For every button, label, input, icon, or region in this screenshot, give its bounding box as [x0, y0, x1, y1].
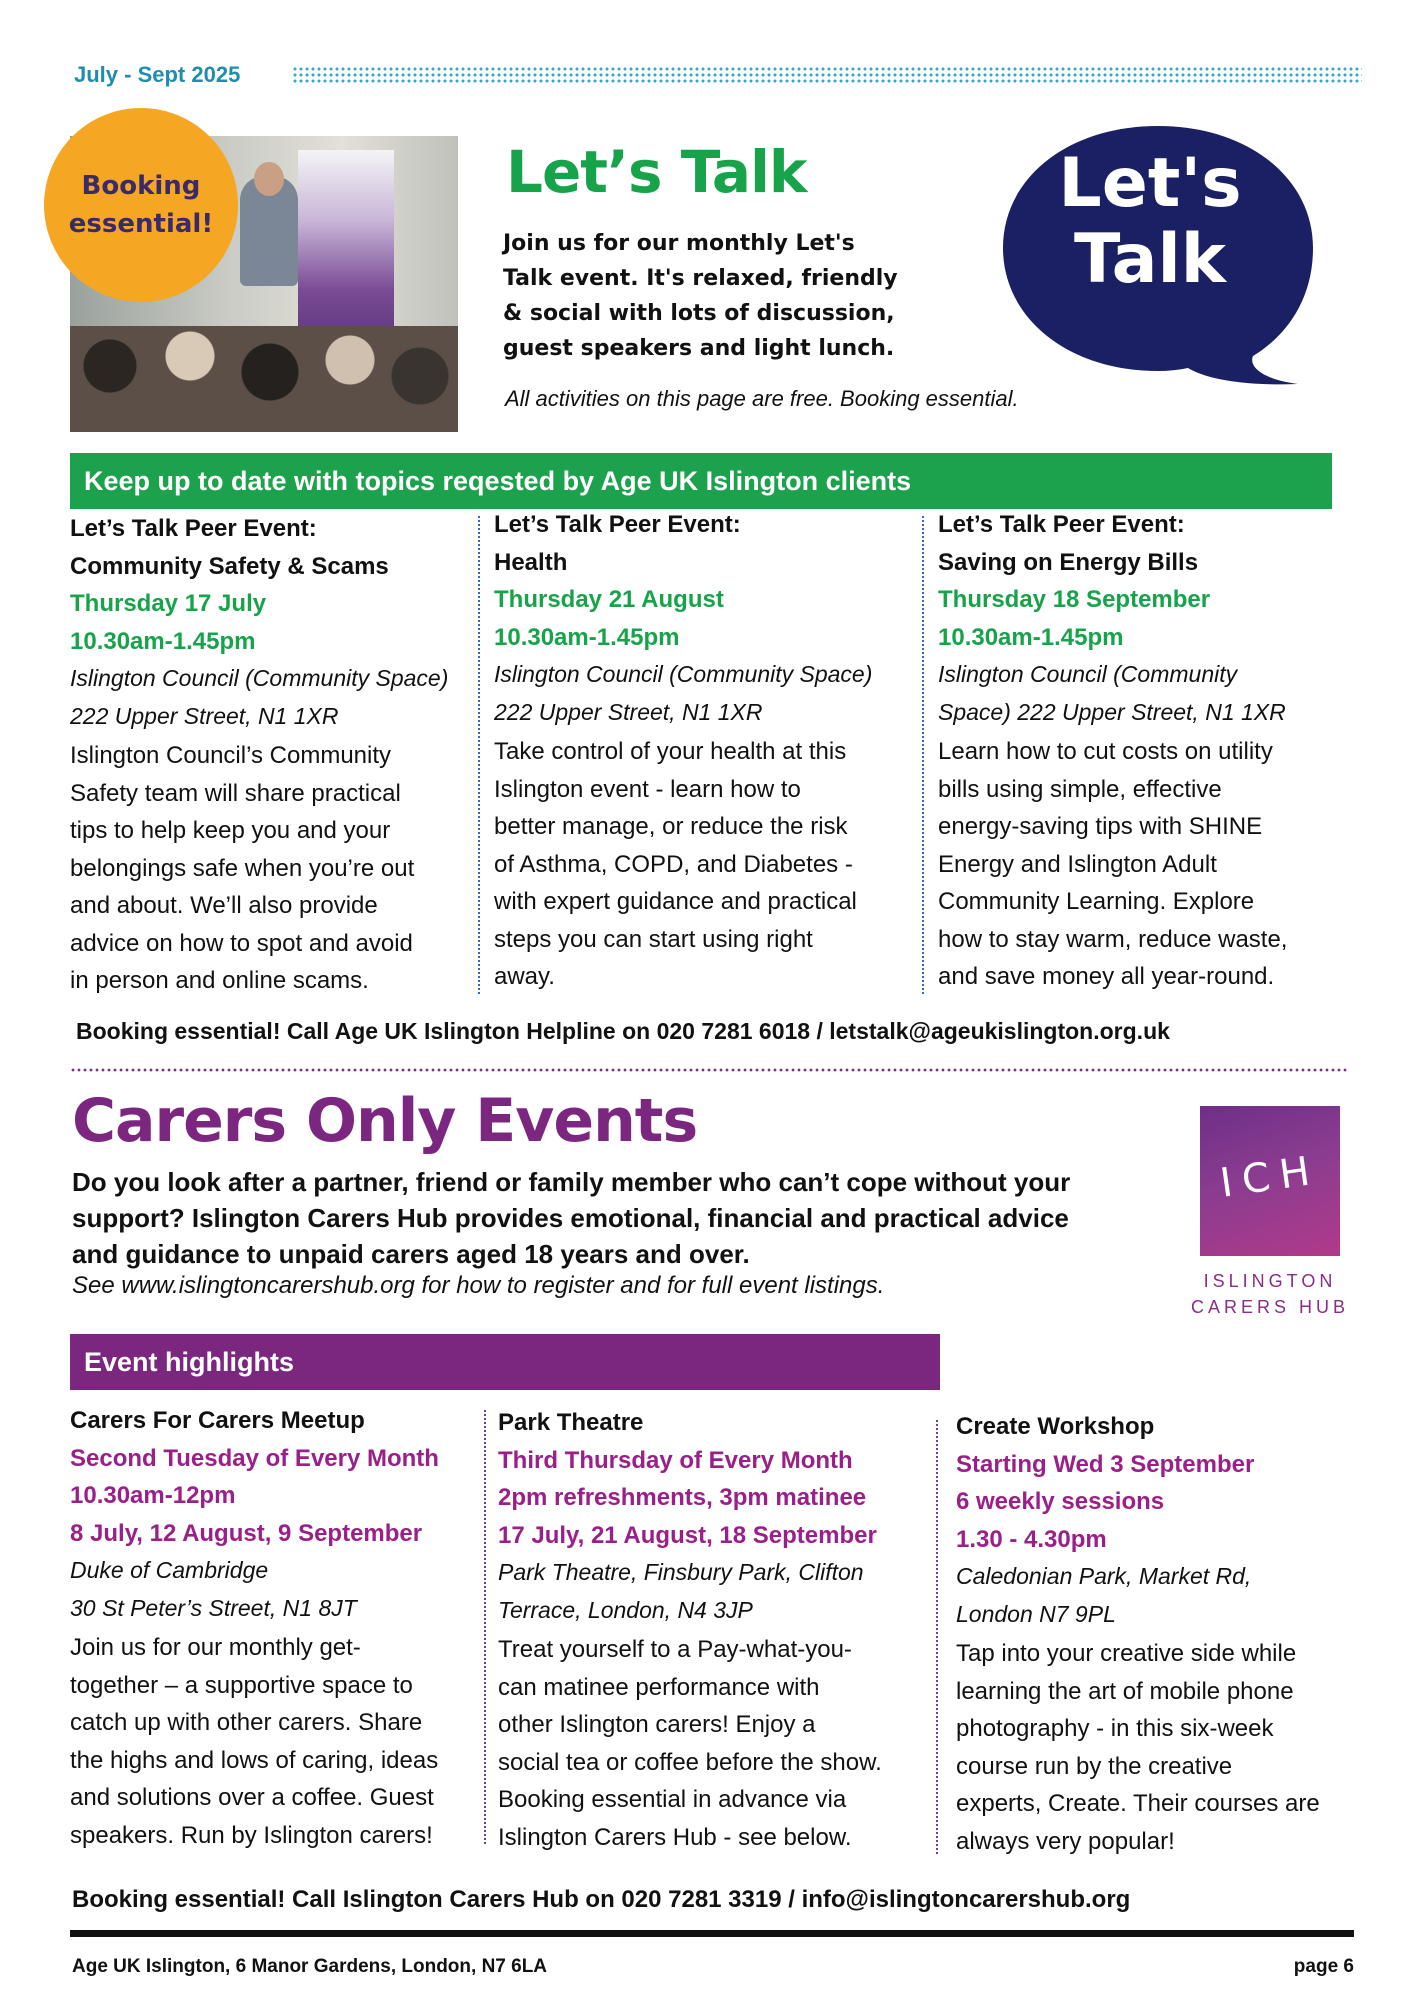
page-number: page 6 [1293, 1956, 1354, 1977]
description-line: of Asthma, COPD, and Diabetes - [494, 850, 853, 878]
description-line: how to stay warm, reduce waste, [938, 925, 1288, 953]
event-time: 2pm refreshments, 3pm matinee [498, 1484, 867, 1511]
lets-talk-event-community-safety [70, 510, 470, 1000]
event-dates: 8 July, 12 August, 9 September [70, 1519, 423, 1547]
description-line: Safety team will share practical [70, 779, 401, 807]
section-dotted-rule [70, 1068, 1348, 1072]
event-title: Create Workshop [956, 1413, 1155, 1440]
description-line: learning the art of mobile phone [956, 1677, 1294, 1705]
description-line: experts, Create. Their courses are [956, 1790, 1320, 1817]
logo-line-2: Talk [1073, 220, 1227, 299]
description-line: Islington Carers Hub - see below. [498, 1823, 852, 1851]
intro-line: and guidance to unpaid carers aged 18 years and over. [72, 1239, 750, 1269]
event-schedule: Starting Wed 3 September [956, 1450, 1255, 1478]
event-venue: Islington Council (Community Space) [70, 665, 449, 691]
event-time: 10.30am-1.45pm [938, 623, 1124, 651]
lets-talk-event-health [494, 506, 914, 996]
footer-rule [70, 1930, 1354, 1937]
description-line: advice on how to spot and avoid [70, 929, 413, 957]
description-line: Tap into your creative side while [956, 1640, 1297, 1667]
carer-event-carers-meetup [70, 1402, 480, 1854]
carer-event-park-theatre [498, 1404, 918, 1856]
event-address: Space) 222 Upper Street, N1 1XR [938, 698, 1286, 725]
description-line: better manage, or reduce the risk [494, 813, 848, 840]
footer-address: Age UK Islington, 6 Manor Gardens, London, N7 6LA [72, 1956, 548, 1977]
event-title: Let’s Talk Peer Event: [494, 511, 741, 538]
event-description [956, 1635, 1356, 1860]
description-line: tips to help keep you and your [70, 817, 391, 844]
column-divider [484, 1410, 486, 1844]
description-line: Islington Council’s Community [70, 742, 392, 769]
event-description [70, 1629, 480, 1854]
event-venue: Islington Council (Community Space) [494, 661, 873, 687]
booking-essential-badge [44, 108, 238, 302]
description-line: with expert guidance and practical [494, 888, 857, 915]
carers-intro [72, 1164, 1172, 1272]
intro-line: guest speakers and light lunch. [503, 336, 895, 361]
description-line: Community Learning. Explore [938, 888, 1255, 915]
description-line: catch up with other carers. Share [70, 1709, 423, 1736]
description-line: and save money all year-round. [938, 963, 1275, 990]
event-venue: Caledonian Park, Market Rd, [956, 1563, 1252, 1589]
column-divider [478, 516, 480, 994]
intro-line: Do you look after a partner, friend or family member who can’t cope without your [72, 1167, 1071, 1197]
event-time: 10.30am-12pm [70, 1482, 236, 1509]
description-line: Join us for our monthly get- [70, 1634, 361, 1661]
event-title: Park Theatre [498, 1409, 644, 1436]
islington-carers-hub-logo [1200, 1106, 1340, 1256]
description-line: Treat yourself to a Pay-what-you- [498, 1636, 852, 1663]
free-activities-note: All activities on this page are free. Booking essential. [505, 386, 1019, 411]
carers-website-note: See www.islingtoncarershub.org for how to register and for full event listings. [72, 1272, 885, 1299]
carers-hub-booking-line: Booking essential! Call Islington Carers Hub on 020 7281 3319 / info@islingtoncarershub.org [72, 1886, 1131, 1913]
intro-line: Join us for our monthly Let's [503, 231, 855, 256]
event-description [70, 737, 470, 1000]
event-date: Thursday 21 August [494, 586, 724, 613]
event-date: Thursday 18 September [938, 586, 1211, 613]
description-line: energy-saving tips with SHINE [938, 813, 1263, 840]
description-line: the highs and lows of caring, ideas [70, 1746, 439, 1774]
lets-talk-title: Let’s Talk [506, 138, 807, 206]
ich-caption-line-2: CARERS HUB [1190, 1297, 1350, 1317]
description-line: Booking essential in advance via [498, 1786, 847, 1813]
description-line: photography - in this six-week [956, 1715, 1274, 1742]
description-line: together – a supportive space to [70, 1671, 413, 1699]
event-address: London N7 9PL [956, 1600, 1116, 1627]
carers-only-events-title: Carers Only Events [72, 1086, 698, 1156]
description-line: always very popular! [956, 1827, 1175, 1855]
description-line: and about. We’ll also provide [70, 892, 378, 919]
description-line: and solutions over a coffee. Guest [70, 1784, 434, 1811]
event-description [494, 733, 914, 996]
intro-line: & social with lots of discussion, [503, 301, 895, 326]
description-line: course run by the creative [956, 1752, 1233, 1780]
event-schedule: Third Thursday of Every Month [498, 1446, 853, 1474]
header-dotted-rule [292, 66, 1362, 84]
event-address: 222 Upper Street, N1 1XR [494, 698, 763, 725]
intro-line: support? Islington Carers Hub provides emotional, financial and practical advice [72, 1203, 1069, 1233]
event-subtitle: Community Safety & Scams [70, 552, 389, 580]
description-line: Take control of your health at this [494, 738, 847, 765]
event-highlights-bar: Event highlights [70, 1334, 940, 1390]
description-line: belongings safe when you’re out [70, 854, 415, 882]
event-dates: 17 July, 21 August, 18 September [498, 1521, 877, 1549]
event-time: 10.30am-1.45pm [494, 623, 680, 651]
ich-logo-text: ICH [1217, 1147, 1323, 1207]
event-description [498, 1631, 918, 1856]
event-date: Thursday 17 July [70, 590, 267, 617]
column-divider [936, 1420, 938, 1854]
event-description [938, 733, 1338, 996]
carer-event-create-workshop [956, 1408, 1356, 1860]
description-line: in person and online scams. [70, 967, 369, 994]
ich-logo-caption [1180, 1268, 1360, 1320]
event-address: 222 Upper Street, N1 1XR [70, 702, 339, 729]
event-venue: Islington Council (Community [938, 661, 1238, 687]
description-line: away. [494, 963, 555, 990]
description-line: other Islington carers! Enjoy a [498, 1711, 816, 1738]
event-time: 6 weekly sessions [956, 1488, 1165, 1515]
description-line: can matinee performance with [498, 1673, 820, 1701]
description-line: Energy and Islington Adult [938, 850, 1217, 878]
issue-date: July - Sept 2025 [74, 62, 241, 87]
topics-bar: Keep up to date with topics reqested by Age UK Islington clients [70, 453, 1332, 509]
description-line: Islington event - learn how to [494, 775, 801, 803]
event-time: 10.30am-1.45pm [70, 627, 256, 655]
event-venue: Park Theatre, Finsbury Park, Clifton [498, 1559, 864, 1585]
event-dates: 1.30 - 4.30pm [956, 1525, 1107, 1553]
event-subtitle: Saving on Energy Bills [938, 548, 1199, 576]
lets-talk-event-energy-bills [938, 506, 1338, 996]
badge-line-1: Booking [81, 171, 201, 201]
logo-line-1: Let's [1058, 144, 1242, 223]
event-schedule: Second Tuesday of Every Month [70, 1444, 439, 1472]
event-address: Terrace, London, N4 3JP [498, 1596, 753, 1623]
event-title: Carers For Carers Meetup [70, 1407, 365, 1434]
event-subtitle: Health [494, 548, 568, 576]
event-venue: Duke of Cambridge [70, 1557, 269, 1583]
description-line: social tea or coffee before the show. [498, 1748, 882, 1776]
description-line: Learn how to cut costs on utility [938, 738, 1273, 765]
description-line: speakers. Run by Islington carers! [70, 1821, 433, 1849]
badge-line-2: essential! [68, 209, 214, 239]
ich-caption-line-1: ISLINGTON [1203, 1271, 1337, 1291]
lets-talk-logo-text [1000, 146, 1300, 298]
description-line: bills using simple, effective [938, 775, 1222, 803]
lets-talk-booking-line: Booking essential! Call Age UK Islington Helpline on 020 7281 6018 / letstalk@ageukislington.org.uk [76, 1018, 1170, 1044]
description-line: steps you can start using right [494, 925, 813, 953]
event-address: 30 St Peter’s Street, N1 8JT [70, 1594, 357, 1621]
event-title: Let’s Talk Peer Event: [938, 511, 1185, 538]
intro-line: Talk event. It's relaxed, friendly [503, 266, 898, 291]
column-divider [922, 516, 924, 994]
lets-talk-intro [503, 226, 923, 366]
event-title: Let’s Talk Peer Event: [70, 515, 317, 542]
